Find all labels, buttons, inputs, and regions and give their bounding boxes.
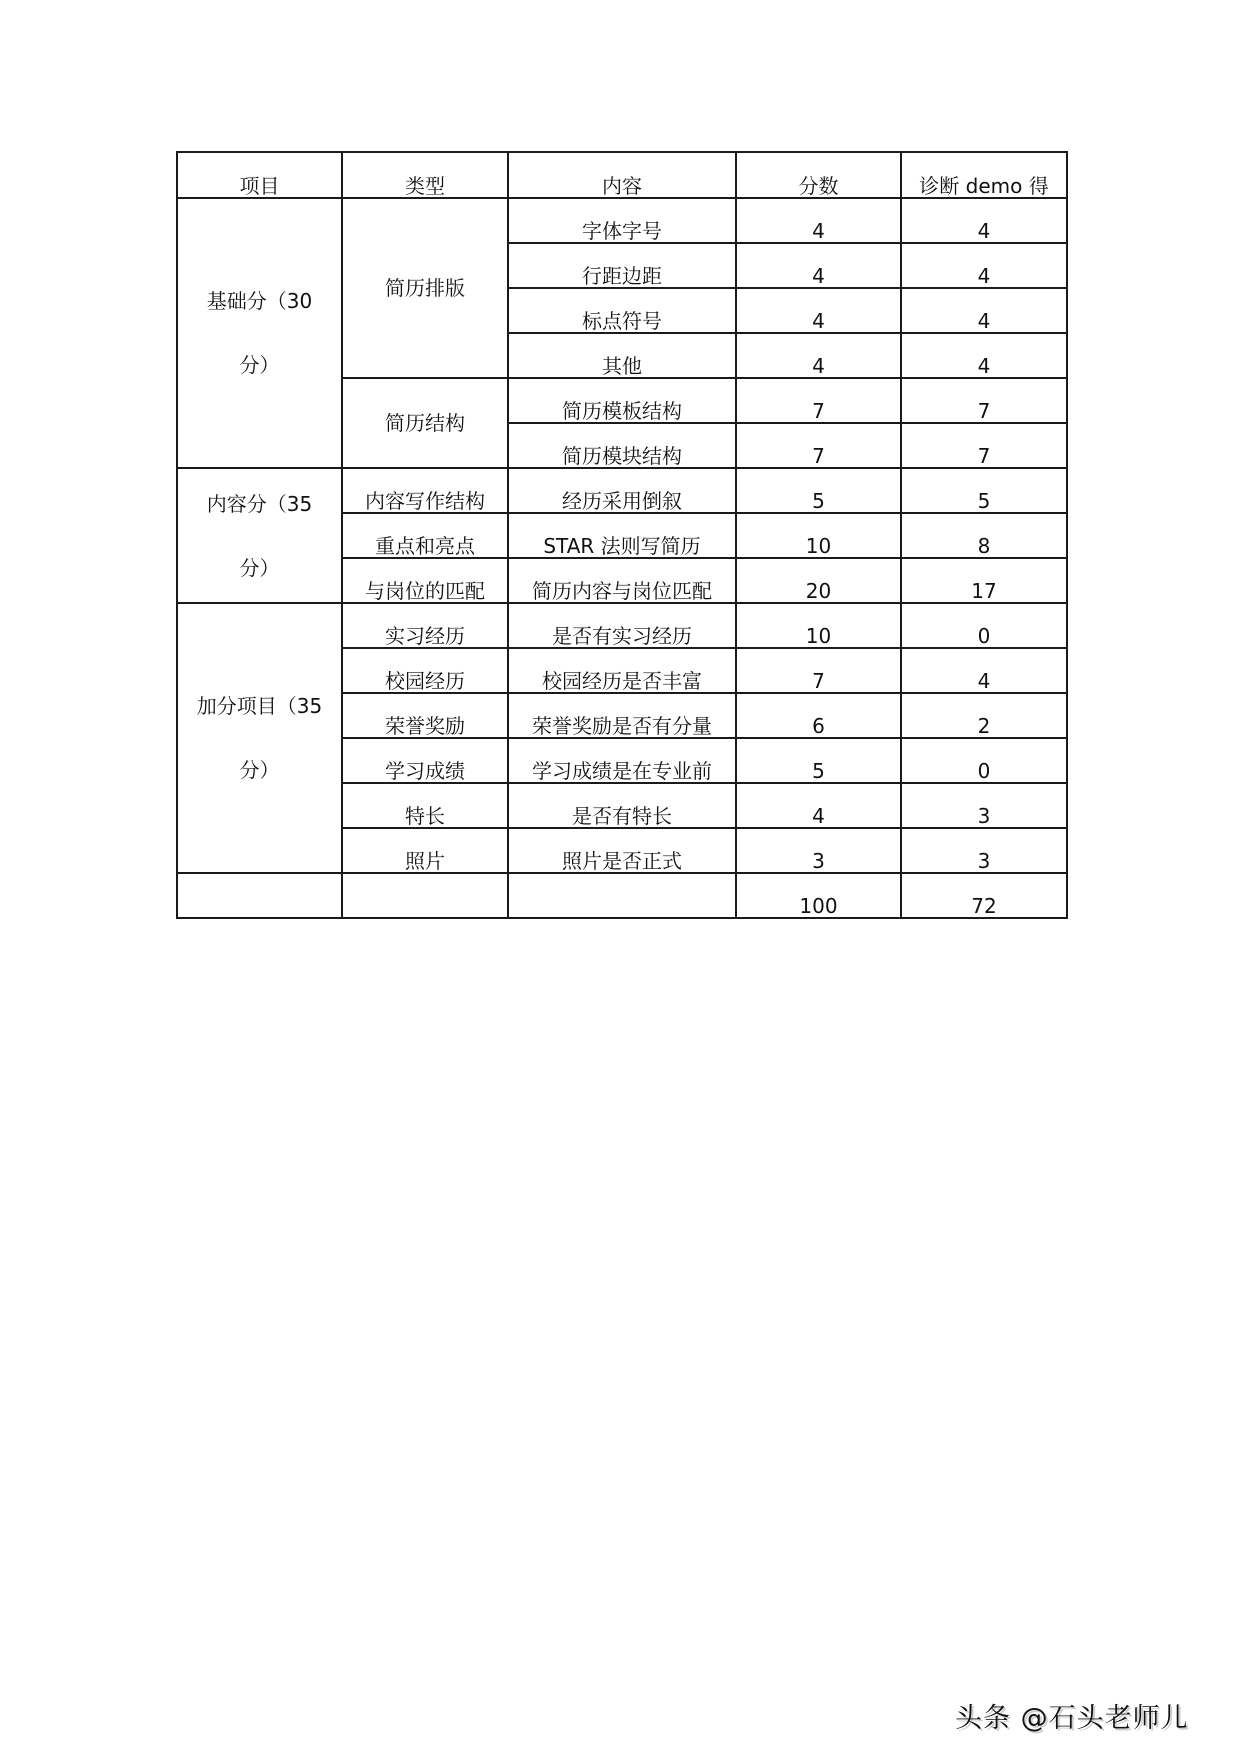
demo-score-cell: 3 [901,828,1067,873]
group-bonus: 加分项目（35 分） [177,603,342,873]
demo-score-cell: 2 [901,693,1067,738]
content-cell: 字体字号 [508,198,736,243]
score-cell: 7 [736,648,901,693]
demo-score-cell: 7 [901,423,1067,468]
demo-score-cell: 5 [901,468,1067,513]
content-cell: 行距边距 [508,243,736,288]
header-type: 类型 [342,152,508,198]
group-basic: 基础分（30 分） [177,198,342,468]
resume-score-table [176,151,1068,919]
type-cell: 实习经历 [342,603,508,648]
total-demo-score-cell: 72 [901,873,1067,918]
score-cell: 10 [736,603,901,648]
content-cell: 校园经历是否丰富 [508,648,736,693]
content-cell: 是否有实习经历 [508,603,736,648]
content-cell: 是否有特长 [508,783,736,828]
demo-score-cell: 4 [901,333,1067,378]
content-cell: 简历模板结构 [508,378,736,423]
empty-cell [177,873,342,918]
type-structure: 简历结构 [342,378,508,468]
type-cell: 内容写作结构 [342,468,508,513]
header-content: 内容 [508,152,736,198]
content-cell: 简历内容与岗位匹配 [508,558,736,603]
type-cell: 学习成绩 [342,738,508,783]
score-cell: 3 [736,828,901,873]
content-cell: STAR 法则写简历 [508,513,736,558]
demo-score-cell: 8 [901,513,1067,558]
empty-cell [342,873,508,918]
total-row [177,873,1067,918]
score-cell: 4 [736,243,901,288]
header-row [177,152,1067,198]
type-cell: 重点和亮点 [342,513,508,558]
score-cell: 20 [736,558,901,603]
score-cell: 7 [736,378,901,423]
type-cell: 荣誉奖励 [342,693,508,738]
header-demo-score: 诊断 demo 得 [901,152,1067,198]
demo-score-cell: 4 [901,198,1067,243]
content-cell: 荣誉奖励是否有分量 [508,693,736,738]
demo-score-cell: 17 [901,558,1067,603]
group-content: 内容分（35 分） [177,468,342,603]
score-cell: 4 [736,783,901,828]
type-cell: 与岗位的匹配 [342,558,508,603]
table-row [177,468,1067,513]
type-cell: 校园经历 [342,648,508,693]
demo-score-cell: 4 [901,243,1067,288]
content-cell: 标点符号 [508,288,736,333]
score-cell: 4 [736,288,901,333]
score-cell: 4 [736,198,901,243]
demo-score-cell: 0 [901,603,1067,648]
demo-score-cell: 4 [901,648,1067,693]
type-cell: 特长 [342,783,508,828]
total-score-cell: 100 [736,873,901,918]
score-cell: 10 [736,513,901,558]
type-layout: 简历排版 [342,198,508,378]
table-row [177,198,1067,243]
score-cell: 6 [736,693,901,738]
type-cell: 照片 [342,828,508,873]
score-cell: 4 [736,333,901,378]
header-score: 分数 [736,152,901,198]
score-cell: 5 [736,468,901,513]
score-cell: 5 [736,738,901,783]
empty-cell [508,873,736,918]
content-cell: 其他 [508,333,736,378]
demo-score-cell: 4 [901,288,1067,333]
header-item: 项目 [177,152,342,198]
table-row [177,603,1067,648]
watermark: 头条 @石头老师儿 [955,1703,1189,1734]
demo-score-cell: 0 [901,738,1067,783]
demo-score-cell: 3 [901,783,1067,828]
content-cell: 简历模块结构 [508,423,736,468]
content-cell: 照片是否正式 [508,828,736,873]
content-cell: 学习成绩是在专业前 [508,738,736,783]
demo-score-cell: 7 [901,378,1067,423]
score-cell: 7 [736,423,901,468]
content-cell: 经历采用倒叙 [508,468,736,513]
